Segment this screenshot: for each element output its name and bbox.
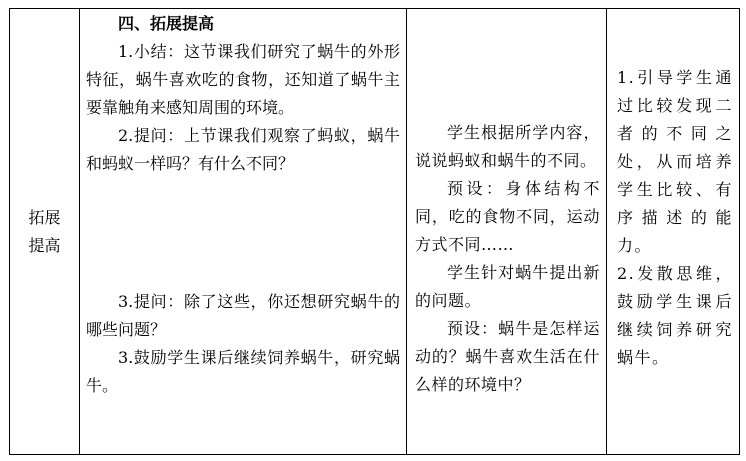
design-intent-cell <box>607 9 740 455</box>
lesson-plan-table <box>9 8 740 455</box>
teacher-activity-cell <box>80 9 407 455</box>
student-activity-cell <box>407 9 607 455</box>
intent-paragraph-1: 1.引导学生通过比较发现二者的不同之处，从而培养学生比较、有序描述的能力。 <box>617 68 733 255</box>
teacher-paragraph-1: 1.小结：这节课我们研究了蜗牛的外形特征，蜗牛喜欢吃的食物，还知道了蜗牛主要靠触角来感知周围的环境。 <box>86 42 400 117</box>
stage-cell <box>10 9 80 455</box>
teacher-paragraph-2: 2.提问：上节课我们观察了蚂蚁，蜗牛和蚂蚁一样吗？有什么不同？ <box>86 126 400 173</box>
intent-paragraph-2: 2.发散思维，鼓励学生课后继续饲养研究蜗牛。 <box>617 264 733 367</box>
stage-label: 拓展提高 <box>28 207 61 255</box>
student-paragraph-4: 预设：蜗牛是怎样运动的？蜗牛喜欢生活在什么样的环境中？ <box>415 319 600 394</box>
table-row <box>10 9 740 455</box>
student-paragraph-3: 学生针对蜗牛提出新的问题。 <box>415 263 600 310</box>
teacher-paragraph-4: 3.鼓励学生课后继续饲养蜗牛，研究蜗牛。 <box>86 348 400 395</box>
teacher-paragraph-3: 3.提问：除了这些，你还想研究蜗牛的哪些问题？ <box>86 292 400 339</box>
section-heading: 四、拓展提高 <box>118 14 215 33</box>
student-paragraph-1: 学生根据所学内容，说说蚂蚁和蜗牛的不同。 <box>415 123 600 170</box>
student-paragraph-2: 预设：身体结构不同，吃的食物不同，运动方式不同…… <box>415 179 600 254</box>
